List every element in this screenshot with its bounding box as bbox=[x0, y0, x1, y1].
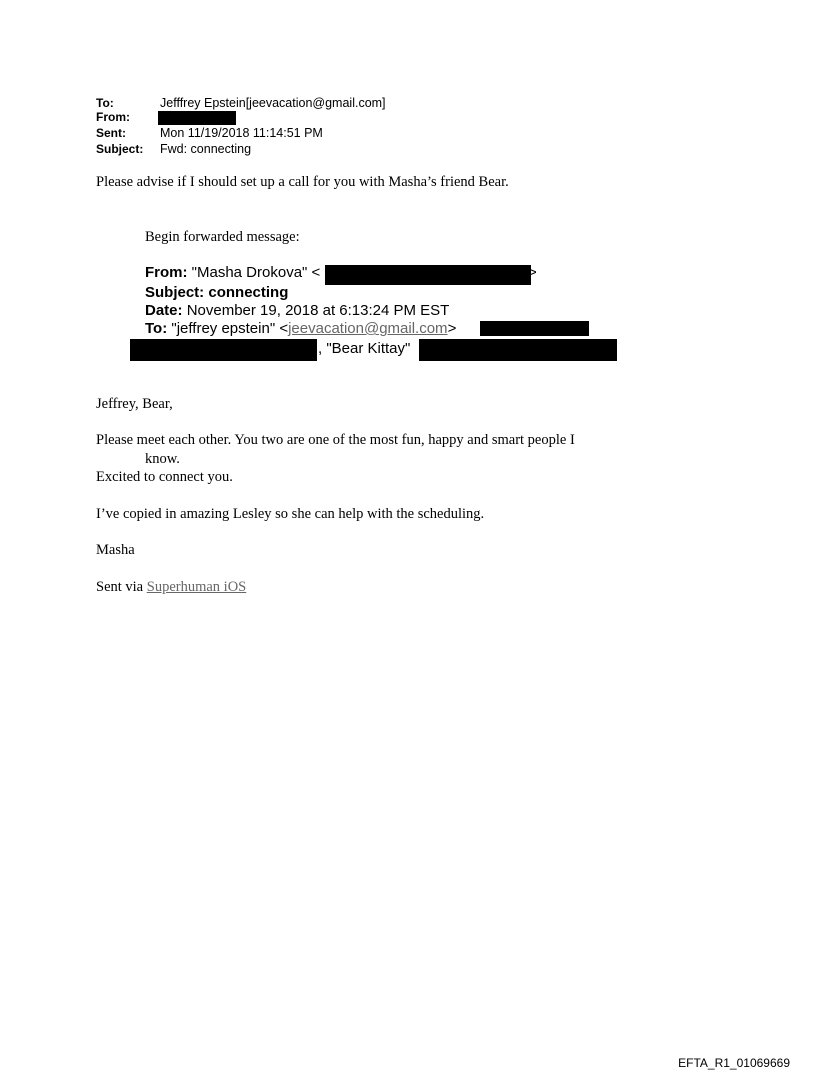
paragraph-1-line-3: Excited to connect you. bbox=[96, 469, 233, 485]
sent-via-line bbox=[96, 579, 246, 596]
to-value: Jefffrey Epstein[jeevacation@gmail.com] bbox=[160, 96, 386, 110]
fw-from-close: > bbox=[528, 264, 537, 281]
begin-forwarded-label: Begin forwarded message: bbox=[145, 229, 300, 245]
signature: Masha bbox=[96, 542, 135, 558]
from-redaction bbox=[158, 111, 236, 125]
superhuman-link[interactable]: Superhuman iOS bbox=[146, 579, 247, 595]
fw-date-label: Date: bbox=[145, 302, 183, 319]
document-id: EFTA_R1_01069669 bbox=[678, 1056, 790, 1070]
fw-from-label: From: bbox=[145, 264, 188, 281]
from-label: From: bbox=[96, 110, 130, 124]
paragraph-1-line-2: know. bbox=[145, 451, 180, 467]
sent-via-prefix: Sent via bbox=[96, 579, 147, 595]
paragraph-1-line-1: Please meet each other. You two are one of the most fun, happy and smart people I bbox=[96, 432, 575, 448]
fw-bear-email-redaction bbox=[419, 339, 617, 361]
fw-from-line bbox=[145, 264, 320, 281]
to-label: To: bbox=[96, 96, 114, 110]
fw-date-line bbox=[145, 302, 449, 319]
fw-to-label: To: bbox=[145, 320, 168, 336]
fw-to-value: "jeffrey epstein" < bbox=[171, 320, 289, 336]
fw-from-value: "Masha Drokova" < bbox=[191, 264, 321, 281]
fw-to-line bbox=[145, 320, 456, 336]
sent-value: Mon 11/19/2018 11:14:51 PM bbox=[160, 126, 323, 140]
fw-subject-label: Subject: bbox=[145, 284, 205, 301]
fw-cc-bear: , "Bear Kittay" bbox=[318, 340, 411, 357]
subject-label: Subject: bbox=[96, 142, 144, 156]
fw-subject-line bbox=[145, 284, 288, 301]
fw-subject-value: connecting bbox=[208, 284, 289, 301]
fw-to-email-link[interactable]: jeevacation@gmail.com bbox=[288, 320, 448, 336]
paragraph-2: I’ve copied in amazing Lesley so she can help with the scheduling. bbox=[96, 506, 485, 522]
sent-label: Sent: bbox=[96, 126, 126, 140]
fw-to-redaction-2 bbox=[130, 339, 317, 361]
greeting: Jeffrey, Bear, bbox=[96, 396, 173, 412]
fw-to-redaction-1 bbox=[480, 321, 589, 336]
intro-text: Please advise if I should set up a call for you with Masha’s friend Bear. bbox=[96, 174, 509, 190]
subject-value: Fwd: connecting bbox=[160, 142, 252, 156]
fw-date-value: November 19, 2018 at 6:13:24 PM EST bbox=[186, 302, 450, 319]
fw-to-close: > bbox=[447, 320, 457, 336]
fw-from-email-redaction bbox=[325, 265, 531, 285]
